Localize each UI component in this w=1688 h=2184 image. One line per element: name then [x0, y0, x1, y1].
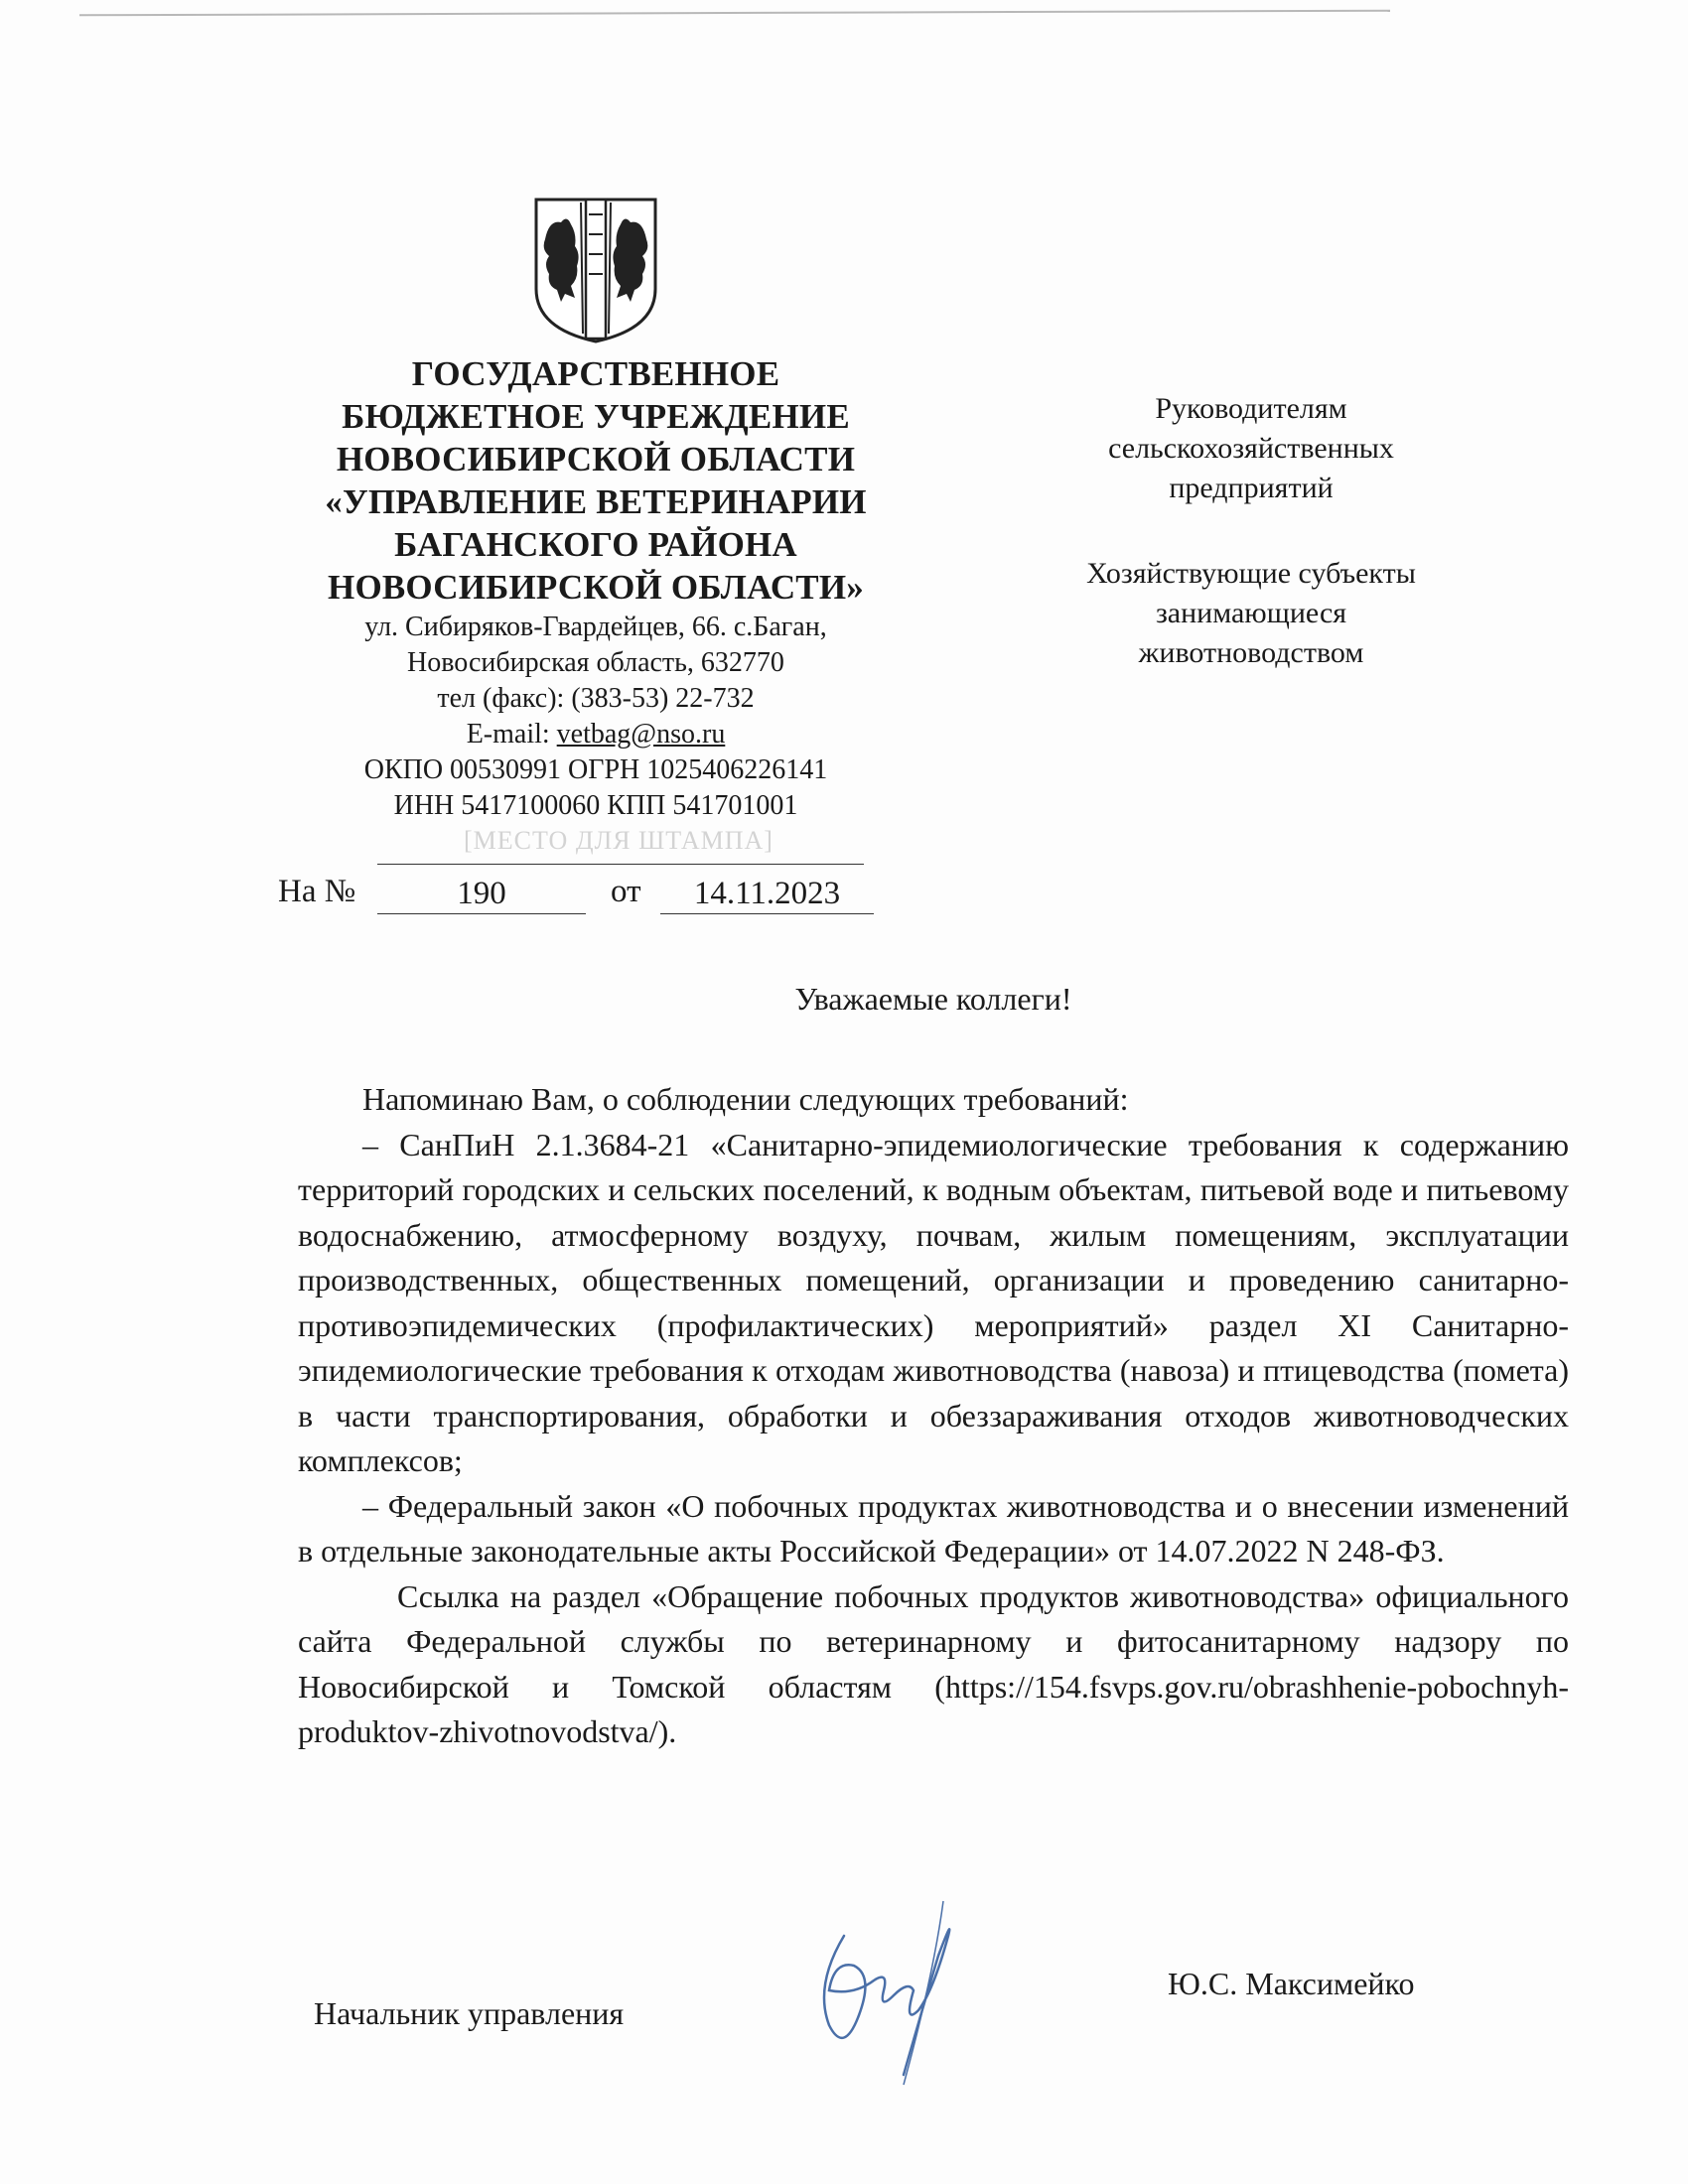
organization-name-line: «УПРАВЛЕНИЕ ВЕТЕРИНАРИИ [325, 482, 867, 521]
organization-name-line: НОВОСИБИРСКОЙ ОБЛАСТИ» [328, 568, 864, 607]
handwritten-signature [784, 1896, 973, 2095]
organization-name-line: БЮДЖЕТНОЕ УЧРЕЖДЕНИЕ [342, 397, 850, 436]
okpo-ogrn-line: ОКПО 00530991 ОГРН 1025406226141 [363, 754, 828, 785]
organization-name-line: БАГАНСКОГО РАЙОНА [394, 525, 797, 564]
recipient-line: предприятий [1169, 472, 1334, 504]
recipient-line: Хозяйствующие субъекты [1086, 557, 1416, 590]
organization-name-line: НОВОСИБИРСКОЙ ОБЛАСТИ [336, 440, 856, 478]
address-line-1: ул. Сибиряков-Гвардейцев, 66. с.Баган, [364, 612, 827, 642]
reference-date-label: от [611, 874, 641, 909]
body-item-federal-law: – Федеральный закон «О побочных продуктах животноводства и о внесении изменений в отдельные законодательные акты Российской Федерации» от 14.07.2022 N 248-ФЗ. [298, 1487, 1569, 1569]
body-intro: Напоминаю Вам, о соблюдении следующих требований: [362, 1081, 1129, 1117]
signer-position: Начальник управления [314, 1995, 625, 2031]
recipient-line: животноводством [1138, 636, 1364, 669]
address-line-2: Новосибирская область, 632770 [407, 647, 784, 678]
body-item-sanpin: – СанПиН 2.1.3684-21 «Санитарно-эпидемиологические требования к содержанию территорий городских и сельских поселений, к водным объектам, питьевой воде и питьевому водоснабжению, атмосферному воздуху, почвам, жилым помещениям, эксплуатации производственных, общественных помещений, организации и проведению санитарно-противоэпидемических (профилактических) мероприятий» раздел XI Санитарно-эпидемиологические требования к отходам животноводства (навоза) и птицеводства (помета) в части транспортирования, обработки и обеззараживания отходов животноводческих комплексов; [298, 1126, 1569, 1478]
signer-name: Ю.С. Максимейко [1168, 1966, 1415, 2001]
stamp-divider [377, 864, 864, 865]
stamp-placeholder: [МЕСТО ДЛЯ ШТАМПА] [464, 826, 774, 855]
recipient-line: занимающиеся [1155, 597, 1347, 629]
organization-name-line: ГОСУДАРСТВЕННОЕ [411, 354, 780, 393]
body-link-paragraph: Ссылка на раздел «Обращение побочных продуктов животноводства» официального сайта Федеральной службы по ветеринарному и фитосанитарному надзору по Новосибирской и Томской областям (https://154.fsvps.gov.ru/obrashhenie-pobochnyh-produktov-zhivotnovodstva/). [298, 1577, 1569, 1749]
recipient-line: Руководителям [1155, 392, 1347, 425]
organization-block [288, 352, 904, 823]
scan-edge-line [79, 10, 1390, 17]
reference-number-label: На № [278, 874, 356, 909]
reference-date-value: 14.11.2023 [660, 874, 874, 914]
inn-kpp-line: ИНН 5417100060 КПП 541701001 [393, 790, 798, 821]
email-label: E-mail: [466, 719, 557, 750]
reference-number-value: 190 [377, 874, 586, 914]
letter-body [298, 1077, 1569, 1755]
coat-of-arms-icon [531, 195, 660, 343]
recipients-block [1053, 389, 1450, 673]
reference-row [278, 874, 914, 923]
recipient-line: сельскохозяйственных [1108, 432, 1394, 465]
phone-line: тел (факс): (383-53) 22-732 [437, 683, 755, 714]
email-link[interactable]: vetbag@nso.ru [556, 719, 726, 750]
greeting: Уважаемые коллеги! [794, 981, 1072, 1017]
email-line [288, 718, 904, 751]
